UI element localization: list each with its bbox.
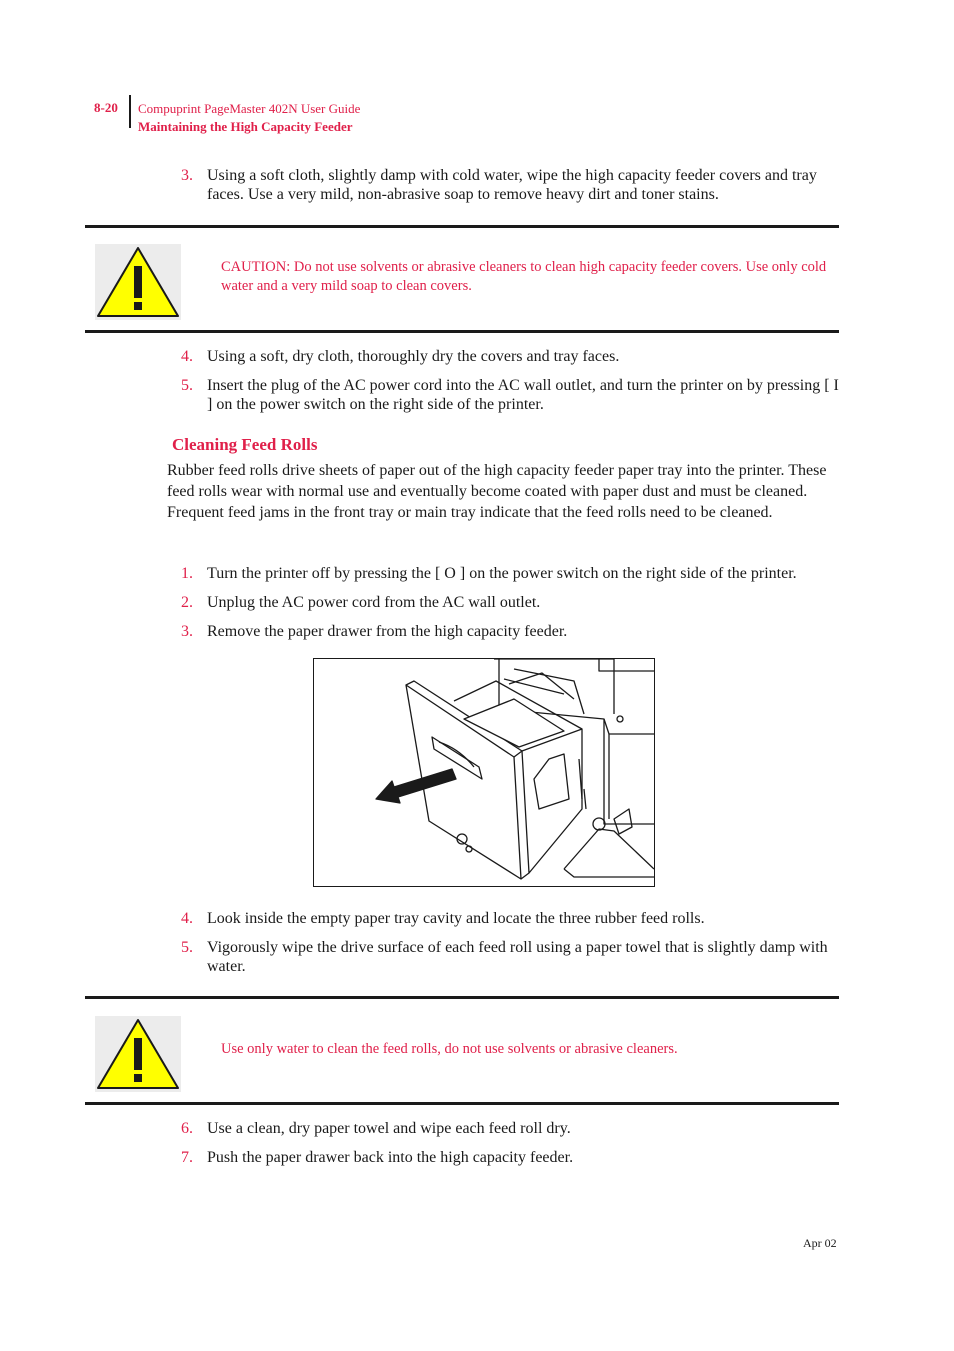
- caution-top-rule: [85, 225, 839, 228]
- step-text: Turn the printer off by pressing the [ O ] on the power switch on the right side of the printer.: [207, 565, 797, 582]
- step-text: Using a soft, dry cloth, thoroughly dry the covers and tray faces.: [207, 348, 620, 365]
- step-number: 3.: [181, 623, 193, 640]
- step-number: 1.: [181, 565, 193, 582]
- caution-text: CAUTION: Do not use solvents or abrasive cleaners to clean high capacity feeder covers. Use only cold water and a very mild soap to clean covers.: [221, 259, 827, 294]
- footer-date: Apr 02: [803, 1236, 837, 1250]
- list-item: [181, 622, 841, 641]
- caution-bottom-rule: [85, 1102, 839, 1105]
- list-item: [181, 376, 841, 414]
- caution-text: Use only water to clean the feed rolls, do not use solvents or abrasive cleaners.: [221, 1041, 678, 1057]
- list-item: [181, 166, 841, 204]
- header-divider: [129, 95, 131, 128]
- step-text: Vigorously wipe the drive surface of each feed roll using a paper towel that is slightly damp with water.: [207, 939, 828, 975]
- step-number: 4.: [181, 348, 193, 365]
- caution-bottom-rule: [85, 330, 839, 333]
- list-item: [181, 564, 841, 583]
- step-text: Push the paper drawer back into the high capacity feeder.: [207, 1149, 574, 1166]
- step-text: Look inside the empty paper tray cavity and locate the three rubber feed rolls.: [207, 910, 705, 927]
- list-item: [181, 1148, 841, 1167]
- step-text: Remove the paper drawer from the high capacity feeder.: [207, 623, 568, 640]
- step-number: 3.: [181, 167, 193, 184]
- guide-title: Compuprint PageMaster 402N User Guide: [138, 101, 361, 116]
- list-item: [181, 909, 841, 928]
- list-item: [181, 347, 841, 366]
- step-number: 4.: [181, 910, 193, 927]
- step-number: 7.: [181, 1149, 193, 1166]
- body-paragraph: Rubber feed rolls drive sheets of paper out of the high capacity feeder paper tray into the printer. These feed rolls wear with normal use and eventually become coated with paper dust and must be cleaned. Frequent feed jams in the front tray or main tray indicate that the feed rolls need to be cleaned.: [167, 462, 827, 521]
- list-item: [181, 938, 841, 976]
- list-item: [181, 593, 841, 612]
- caution-top-rule: [85, 996, 839, 999]
- step-text: Using a soft cloth, slightly damp with cold water, wipe the high capacity feeder covers and tray faces. Use a very mild, non-abrasive soap to remove heavy dirt and toner stains.: [207, 167, 817, 203]
- warning-icon: [95, 244, 181, 320]
- step-text: Insert the plug of the AC power cord into the AC wall outlet, and turn the printer on by pressing [ I ] on the power switch on the right side of the printer.: [207, 377, 839, 413]
- step-number: 6.: [181, 1120, 193, 1137]
- step-number: 2.: [181, 594, 193, 611]
- warning-icon: [95, 1016, 181, 1092]
- step-text: Unplug the AC power cord from the AC wall outlet.: [207, 594, 541, 611]
- drawer-illustration: [313, 658, 655, 887]
- step-number: 5.: [181, 377, 193, 394]
- step-number: 5.: [181, 939, 193, 956]
- subsection-title: Cleaning Feed Rolls: [172, 435, 318, 454]
- step-text: Use a clean, dry paper towel and wipe each feed roll dry.: [207, 1120, 571, 1137]
- page-number: 8-20: [94, 100, 118, 115]
- list-item: [181, 1119, 841, 1138]
- section-heading: Maintaining the High Capacity Feeder: [138, 119, 353, 134]
